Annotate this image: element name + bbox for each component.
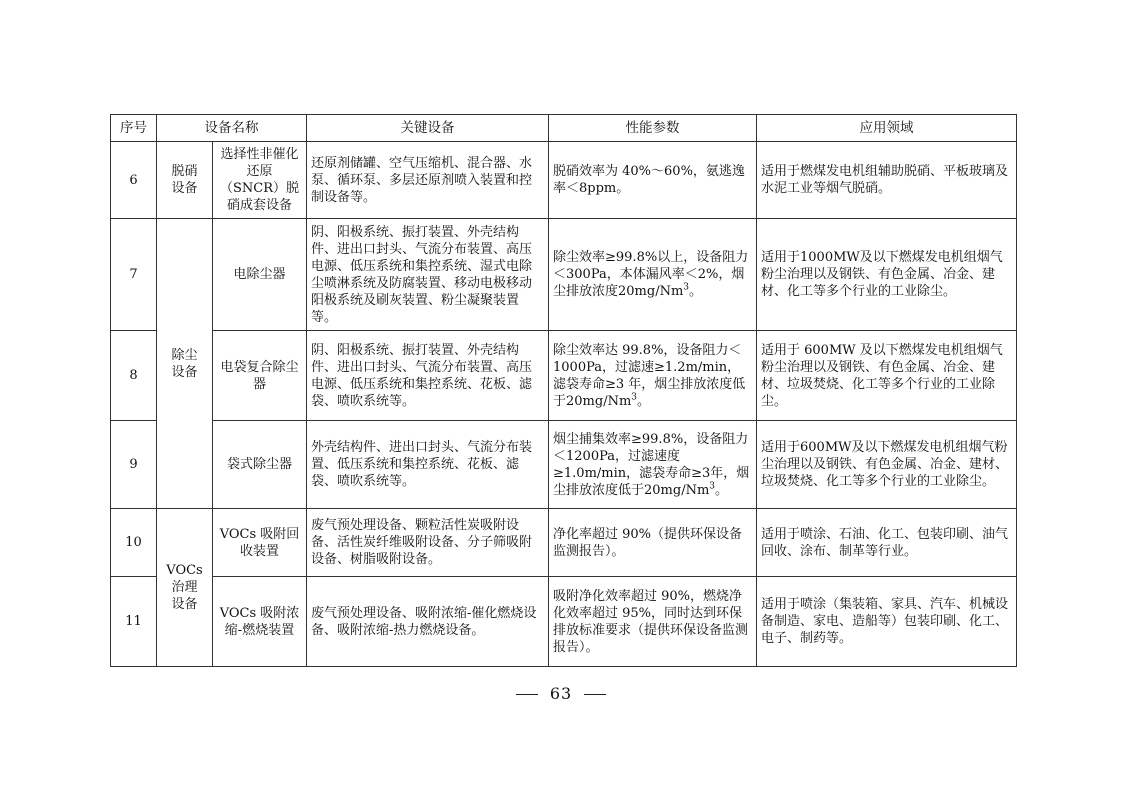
key-equipment: 阴、阳极系统、振打装置、外壳结构件、进出口封头、气流分布装置、高压电源、低压系统和集控系统、湿式电除尘喷淋系统及防腐装置、移动电极移动阳极系统及刷灰装置、粉尘凝聚装置等。	[307, 219, 549, 331]
header-device-name: 设备名称	[157, 115, 307, 142]
category-denitration: 脱硝 设备	[157, 142, 213, 219]
device-name: VOCs 吸附回收装置	[213, 509, 307, 577]
header-seq: 序号	[111, 115, 157, 142]
table-row	[111, 509, 1017, 577]
device-name: 袋式除尘器	[213, 421, 307, 509]
header-application: 应用领域	[757, 115, 1017, 142]
application-field: 适用于喷涂（集装箱、家具、汽车、机械设备制造、家电、造船等）包装印刷、化工、电子、制药等。	[757, 577, 1017, 667]
page-number-text: 63	[549, 684, 573, 703]
row-seq: 9	[111, 421, 157, 509]
table-row	[111, 577, 1017, 667]
application-field: 适用于 600MW 及以下燃煤发电机组烟气粉尘治理以及钢铁、有色金属、冶金、建材、垃圾焚烧、化工等多个行业的工业除尘。	[757, 331, 1017, 421]
header-performance: 性能参数	[549, 115, 757, 142]
application-field: 适用于燃煤发电机组辅助脱硝、平板玻璃及水泥工业等烟气脱硝。	[757, 142, 1017, 219]
key-equipment: 废气预处理设备、颗粒活性炭吸附设备、活性炭纤维吸附设备、分子筛吸附设备、树脂吸附设备。	[307, 509, 549, 577]
table-row	[111, 421, 1017, 509]
row-seq: 8	[111, 331, 157, 421]
category-dust-removal: 除尘 设备	[157, 219, 213, 509]
device-name: 选择性非催化还原（SNCR）脱硝成套设备	[213, 142, 307, 219]
application-field: 适用于1000MW及以下燃煤发电机组烟气粉尘治理以及钢铁、有色金属、冶金、建材、化工等多个行业的工业除尘。	[757, 219, 1017, 331]
performance-params	[549, 331, 757, 421]
left-dash	[516, 694, 538, 695]
perf-superscript: 3	[683, 282, 690, 293]
table-row	[111, 142, 1017, 219]
table-row	[111, 331, 1017, 421]
category-vocs: VOCs 治理 设备	[157, 509, 213, 667]
row-seq: 6	[111, 142, 157, 219]
perf-superscript: 3	[709, 481, 716, 492]
page-number	[0, 684, 1122, 703]
row-seq: 10	[111, 509, 157, 577]
equipment-table	[110, 114, 1017, 667]
application-field: 适用于600MW及以下燃煤发电机组烟气粉尘治理以及钢铁、有色金属、冶金、建材、垃圾焚烧、化工等多个行业的工业除尘。	[757, 421, 1017, 509]
right-dash	[584, 694, 606, 695]
table-row	[111, 219, 1017, 331]
perf-text: 除尘效率≥99.8%以上，设备阻力＜300Pa，本体漏风率＜2%，烟尘排放浓度20mg/Nm	[553, 250, 749, 299]
device-name: 电除尘器	[213, 219, 307, 331]
key-equipment: 外壳结构件、进出口封头、气流分布装置、低压系统和集控系统、花板、滤袋、喷吹系统等。	[307, 421, 549, 509]
device-name: VOCs 吸附浓缩-燃烧装置	[213, 577, 307, 667]
header-key-equipment: 关键设备	[307, 115, 549, 142]
key-equipment: 还原剂储罐、空气压缩机、混合器、水泵、循环泵、多层还原剂喷入装置和控制设备等。	[307, 142, 549, 219]
performance-params: 脱硝效率为 40%～60%，氨逃逸率＜8ppm。	[549, 142, 757, 219]
key-equipment: 废气预处理设备、吸附浓缩-催化燃烧设备、吸附浓缩-热力燃烧设备。	[307, 577, 549, 667]
performance-params	[549, 421, 757, 509]
header-row	[111, 115, 1017, 142]
perf-tail: 。	[689, 284, 703, 299]
performance-params: 吸附净化效率超过 90%，燃烧净化效率超过 95%，同时达到环保排放标准要求（提供环保设备监测报告）。	[549, 577, 757, 667]
perf-text: 除尘效率达 99.8%，设备阻力＜1000Pa，过滤速≥1.2m/min，滤袋寿命≥3 年，烟尘排放浓度低于20mg/Nm	[553, 342, 746, 409]
perf-tail: 。	[715, 482, 729, 498]
performance-params	[549, 219, 757, 331]
perf-superscript: 3	[631, 392, 638, 403]
key-equipment: 阴、阳极系统、振打装置、外壳结构件、进出口封头、气流分布装置、高压电源、低压系统和集控系统、花板、滤袋、喷吹系统等。	[307, 331, 549, 421]
device-name: 电袋复合除尘器	[213, 331, 307, 421]
performance-params: 净化率超过 90%（提供环保设备监测报告）。	[549, 509, 757, 577]
row-seq: 11	[111, 577, 157, 667]
application-field: 适用于喷涂、石油、化工、包装印刷、油气回收、涂布、制革等行业。	[757, 509, 1017, 577]
row-seq: 7	[111, 219, 157, 331]
perf-tail: 。	[637, 393, 651, 409]
perf-text: 烟尘捕集效率≥99.8%，设备阻力＜1200Pa，过滤速度≥1.0m/min，滤袋寿命≥3年，烟尘排放浓度低于20mg/Nm	[553, 431, 750, 498]
